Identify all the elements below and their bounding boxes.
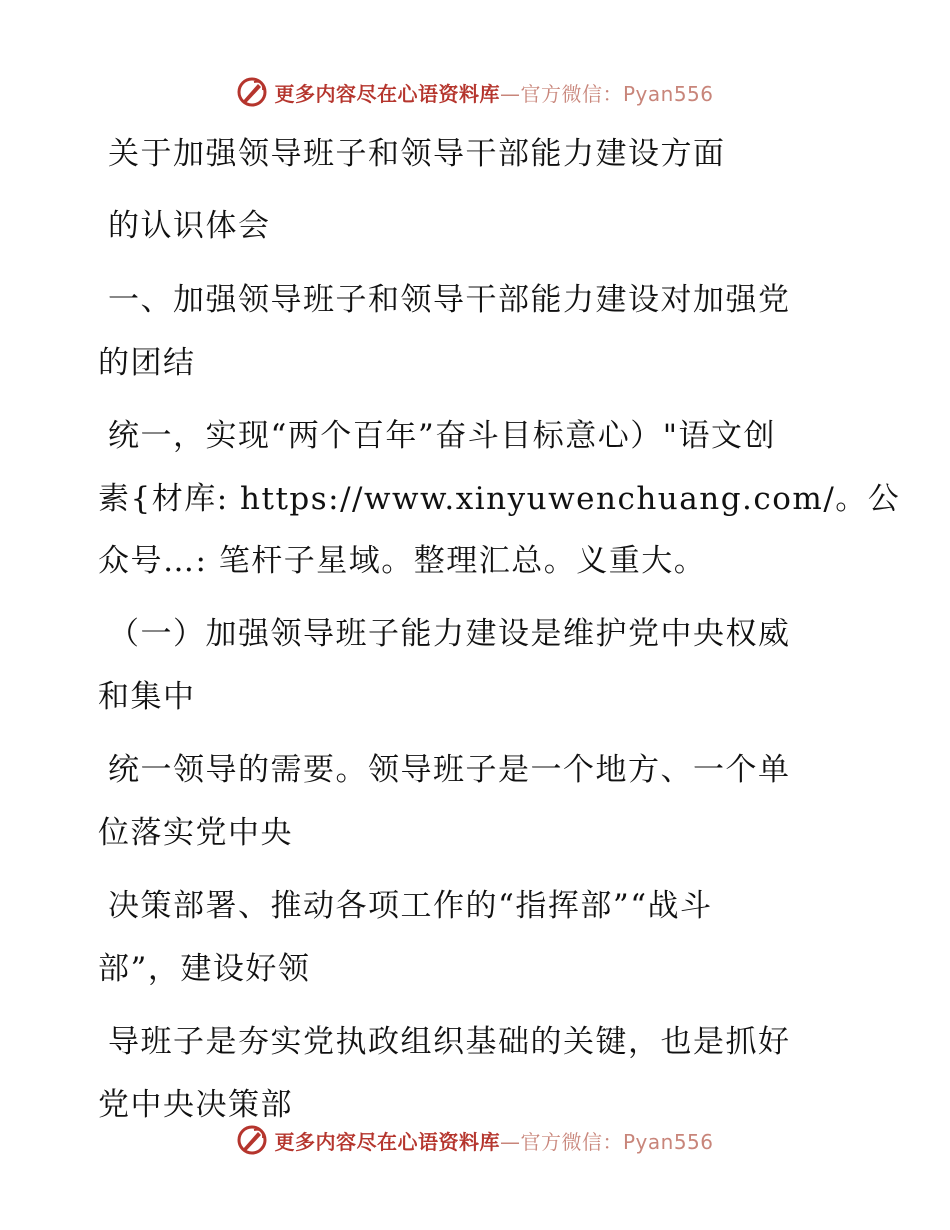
- p6-line-2: 党中央决策部: [98, 1087, 293, 1123]
- p2-line-3: 众号…: 笔杆子星域。整理汇总。义重大。: [98, 543, 707, 579]
- p5-line-1: 决策部署、推动各项工作的“指挥部”“战斗: [108, 888, 713, 924]
- p4-line-1: 统一领导的需要。领导班子是一个地方、一个单: [108, 752, 791, 788]
- footer-watermark-banner: [0, 1120, 950, 1160]
- p3-line-2: 和集中: [98, 679, 196, 715]
- banner-main-text: 更多内容尽在心语资料库: [274, 81, 500, 106]
- header-watermark-banner: [0, 72, 950, 112]
- banner-handle: Pyan556: [622, 81, 714, 106]
- p6-line-1: 导班子是夯实党执政组织基础的关键，也是抓好: [108, 1024, 791, 1060]
- banner-wechat-label: 官方微信：: [520, 1129, 623, 1154]
- banner-dash: —: [499, 81, 521, 106]
- p1-line-2: 的团结: [98, 345, 196, 381]
- doc-title-line-2: 的认识体会: [108, 208, 271, 244]
- doc-title-line-1: 关于加强领导班子和领导干部能力建设方面: [108, 136, 726, 172]
- p4-line-2: 位落实党中央: [98, 815, 293, 851]
- banner-text: [274, 1126, 713, 1155]
- p1-line-1: 一、加强领导班子和领导干部能力建设对加强党: [108, 282, 791, 318]
- banner-main-text: 更多内容尽在心语资料库: [274, 1129, 500, 1154]
- feather-pen-seal-icon: [236, 76, 268, 108]
- banner-dash: —: [499, 1129, 521, 1154]
- p2-line-2: 素{材库: https://www.xinyuwenchuang.com/。公: [98, 481, 901, 517]
- banner-text: [274, 78, 713, 107]
- document-body: [98, 122, 901, 1136]
- banner-wechat-label: 官方微信：: [520, 81, 623, 106]
- p2-line-1: 统一，实现“两个百年”奋斗目标意心）"语文创: [108, 418, 776, 454]
- p5-line-2: 部”，建设好领: [98, 951, 311, 987]
- feather-pen-seal-icon: [236, 1124, 268, 1156]
- banner-handle: Pyan556: [622, 1129, 714, 1154]
- p3-line-1: （一）加强领导班子能力建设是维护党中央权威: [108, 616, 791, 652]
